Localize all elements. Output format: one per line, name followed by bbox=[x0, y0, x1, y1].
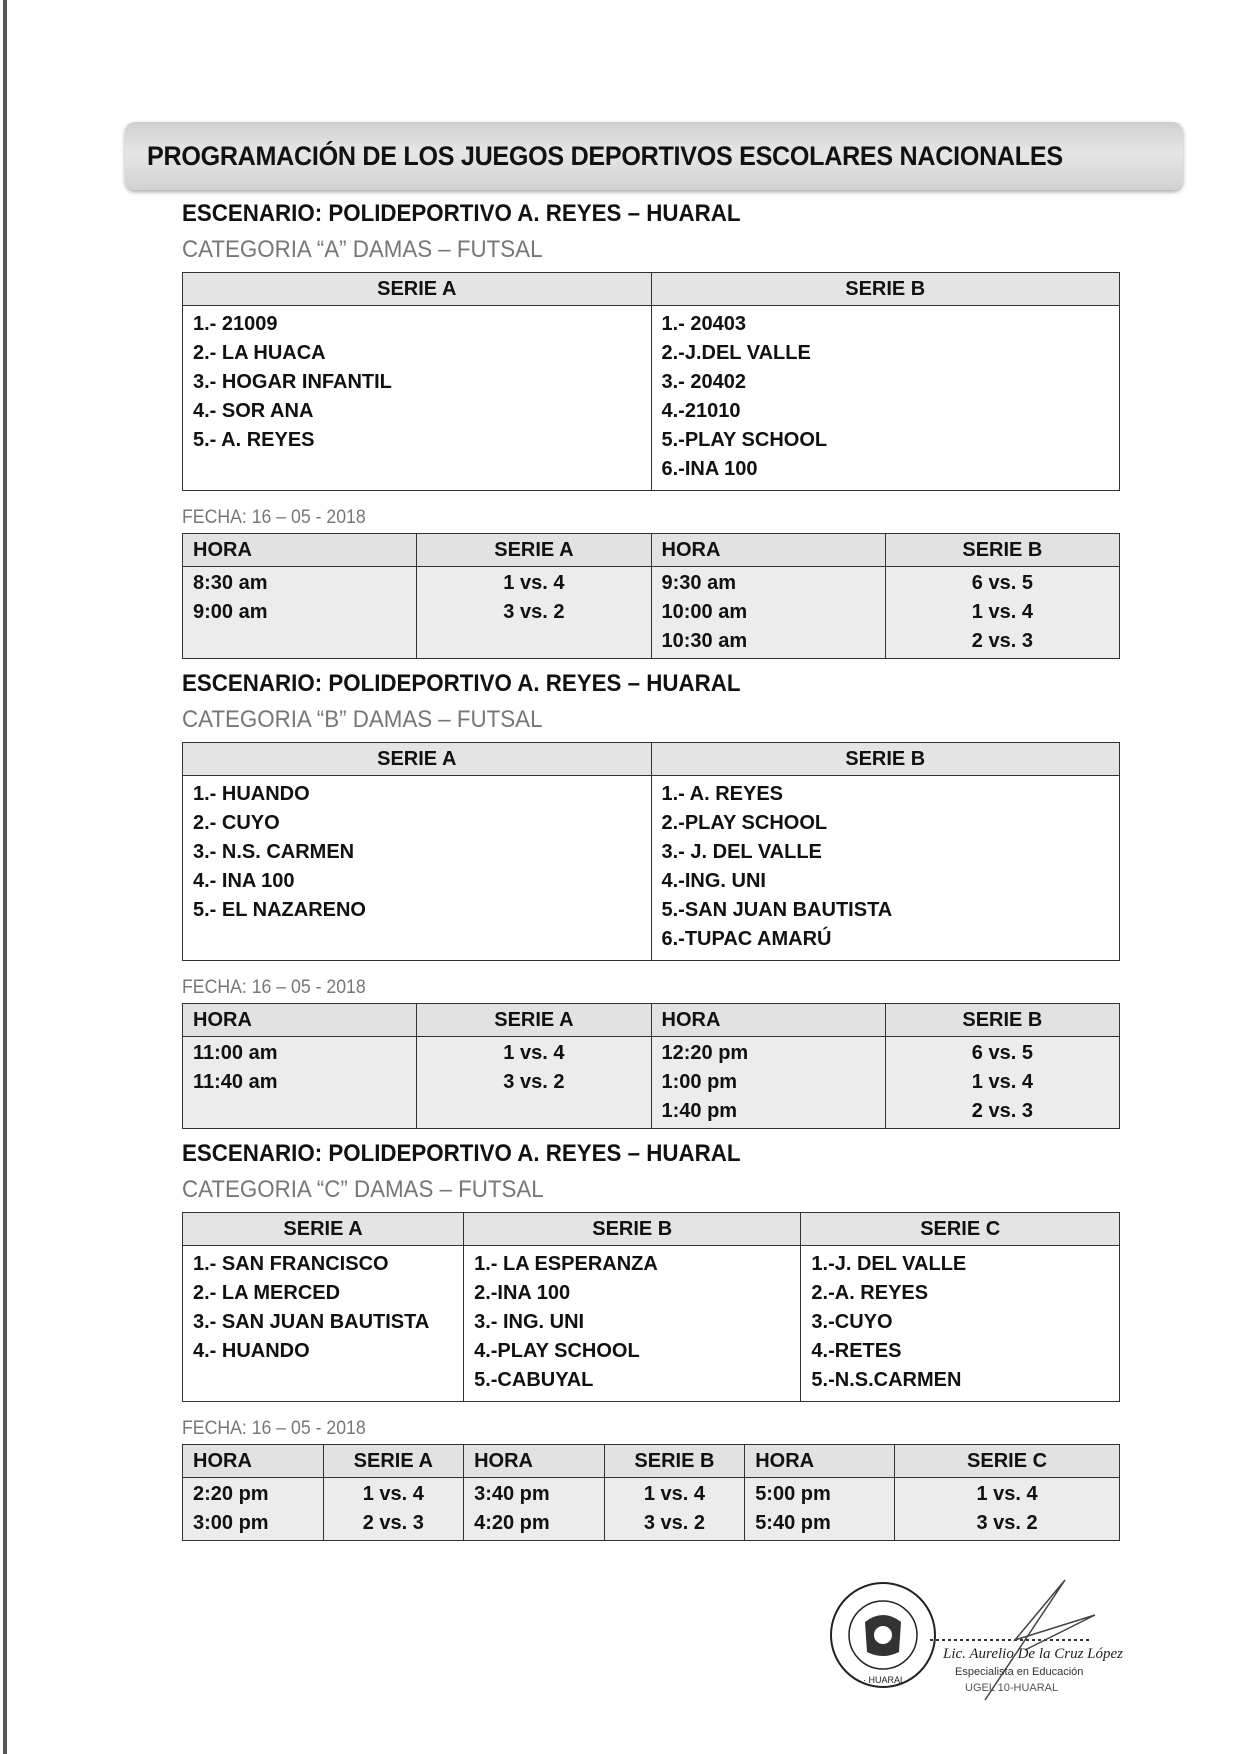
schedule-matches-b bbox=[604, 1478, 745, 1541]
team-item: 2.-INA 100 bbox=[474, 1282, 571, 1304]
team-item: 5.-SAN JUAN BAUTISTA bbox=[661, 899, 893, 921]
team-item: 3.- N.S. CARMEN bbox=[193, 841, 355, 863]
schedule-matches-a bbox=[323, 1478, 464, 1541]
schedule-times-b bbox=[464, 1478, 605, 1541]
team-item: 5.- EL NAZARENO bbox=[193, 899, 366, 921]
schedule-header-serie-a: SERIE A bbox=[417, 1004, 651, 1037]
title-banner bbox=[125, 122, 1183, 190]
fecha-label: FECHA: 16 – 05 - 2018 bbox=[182, 507, 366, 528]
fecha-label: FECHA: 16 – 05 - 2018 bbox=[182, 977, 366, 998]
team-item: 4.- HUANDO bbox=[193, 1340, 310, 1362]
team-item: 2.-A. REYES bbox=[811, 1282, 929, 1304]
match-pairing: 6 vs. 5 bbox=[971, 1042, 1033, 1064]
match-time: 11:00 am bbox=[193, 1042, 278, 1064]
schedule-header-hora: HORA bbox=[651, 1004, 885, 1037]
teams-header-serie-a: SERIE A bbox=[183, 743, 652, 776]
schedule-table bbox=[182, 1444, 1120, 1541]
teams-column-serie-a bbox=[183, 306, 652, 491]
team-item: 3.- HOGAR INFANTIL bbox=[193, 371, 392, 393]
section-categoria-c bbox=[182, 1136, 1120, 1541]
team-item: 1.- 21009 bbox=[193, 313, 278, 335]
teams-header-serie-b: SERIE B bbox=[651, 743, 1120, 776]
schedule-table bbox=[182, 1003, 1120, 1129]
team-item: 2.-PLAY SCHOOL bbox=[661, 812, 828, 834]
teams-header-serie-b: SERIE B bbox=[651, 273, 1120, 306]
match-pairing: 3 vs. 2 bbox=[503, 1071, 565, 1093]
teams-column-serie-b bbox=[464, 1246, 801, 1402]
match-pairing: 1 vs. 4 bbox=[976, 1483, 1038, 1505]
team-item: 4.- SOR ANA bbox=[193, 400, 314, 422]
match-pairing: 1 vs. 4 bbox=[971, 601, 1033, 623]
match-time: 12:20 pm bbox=[661, 1042, 749, 1064]
team-item: 3.- 20402 bbox=[661, 371, 747, 393]
team-item: 4.-ING. UNI bbox=[661, 870, 766, 892]
team-item: 6.-TUPAC AMARÚ bbox=[661, 928, 832, 950]
teams-header-serie-a: SERIE A bbox=[183, 1213, 464, 1246]
match-time: 10:30 am bbox=[661, 630, 748, 652]
match-pairing: 1 vs. 4 bbox=[971, 1071, 1033, 1093]
match-time: 9:30 am bbox=[661, 572, 736, 594]
team-item: 3.-CUYO bbox=[811, 1311, 893, 1333]
signature-block bbox=[825, 1560, 1125, 1720]
teams-column-serie-a bbox=[183, 776, 652, 961]
stamp-bottom-text: · HUARAL · bbox=[863, 1675, 911, 1685]
schedule-times-c bbox=[745, 1478, 895, 1541]
schedule-header-serie-b: SERIE B bbox=[604, 1445, 745, 1478]
match-pairing: 2 vs. 3 bbox=[971, 1100, 1033, 1122]
match-time: 11:40 am bbox=[193, 1071, 278, 1093]
escenario-heading: ESCENARIO: POLIDEPORTIVO A. REYES – HUARAL bbox=[182, 200, 741, 227]
teams-header-serie-a: SERIE A bbox=[183, 273, 652, 306]
match-time: 4:20 pm bbox=[474, 1512, 550, 1534]
categoria-heading: CATEGORIA “C” DAMAS – FUTSAL bbox=[182, 1176, 544, 1203]
match-time: 3:00 pm bbox=[193, 1512, 269, 1534]
team-item: 2.- CUYO bbox=[193, 812, 280, 834]
team-item: 2.- LA HUACA bbox=[193, 342, 326, 364]
team-item: 6.-INA 100 bbox=[661, 458, 758, 480]
schedule-header-serie-b: SERIE B bbox=[885, 1004, 1119, 1037]
schedule-header-serie-a: SERIE A bbox=[417, 534, 651, 567]
schedule-header-hora: HORA bbox=[183, 534, 417, 567]
team-item: 1.- LA ESPERANZA bbox=[474, 1253, 658, 1275]
team-item: 2.- LA MERCED bbox=[193, 1282, 341, 1304]
teams-header-serie-c: SERIE C bbox=[801, 1213, 1120, 1246]
schedule-header-serie-b: SERIE B bbox=[885, 534, 1119, 567]
schedule-times-a bbox=[183, 1478, 324, 1541]
team-item: 4.-21010 bbox=[661, 400, 741, 422]
match-pairing: 3 vs. 2 bbox=[976, 1512, 1038, 1534]
team-item: 1.- 20403 bbox=[661, 313, 747, 335]
categoria-heading: CATEGORIA “A” DAMAS – FUTSAL bbox=[182, 236, 543, 263]
match-time: 5:00 pm bbox=[755, 1483, 831, 1505]
team-item: 3.- J. DEL VALLE bbox=[661, 841, 822, 863]
signatory-role: Especialista en Educación bbox=[955, 1666, 1084, 1678]
teams-column-serie-b bbox=[651, 776, 1120, 961]
match-pairing: 2 vs. 3 bbox=[971, 630, 1033, 652]
section-categoria-a bbox=[182, 196, 1120, 659]
team-item: 3.- ING. UNI bbox=[474, 1311, 585, 1333]
schedule-matches-a bbox=[417, 567, 651, 659]
schedule-matches-b bbox=[885, 567, 1119, 659]
match-pairing: 2 vs. 3 bbox=[362, 1512, 424, 1534]
schedule-times-b bbox=[651, 567, 885, 659]
match-pairing: 6 vs. 5 bbox=[971, 572, 1033, 594]
teams-column-serie-c bbox=[801, 1246, 1120, 1402]
schedule-matches-c bbox=[895, 1478, 1120, 1541]
schedule-header-hora: HORA bbox=[464, 1445, 605, 1478]
match-pairing: 1 vs. 4 bbox=[503, 572, 565, 594]
team-item: 4.-PLAY SCHOOL bbox=[474, 1340, 640, 1362]
signatory-name: Lic. Aurelio De la Cruz López bbox=[943, 1646, 1124, 1662]
teams-column-serie-a bbox=[183, 1246, 464, 1402]
escenario-heading: ESCENARIO: POLIDEPORTIVO A. REYES – HUARAL bbox=[182, 670, 741, 697]
match-time: 1:40 pm bbox=[661, 1100, 738, 1122]
categoria-heading: CATEGORIA “B” DAMAS – FUTSAL bbox=[182, 706, 543, 733]
teams-column-serie-b bbox=[651, 306, 1120, 491]
match-time: 5:40 pm bbox=[755, 1512, 831, 1534]
schedule-times-a bbox=[183, 1037, 417, 1129]
match-time: 2:20 pm bbox=[193, 1483, 269, 1505]
team-item: 5.-N.S.CARMEN bbox=[811, 1369, 962, 1391]
match-pairing: 3 vs. 2 bbox=[643, 1512, 705, 1534]
schedule-matches-a bbox=[417, 1037, 651, 1129]
match-pairing: 1 vs. 4 bbox=[503, 1042, 565, 1064]
team-item: 1.- SAN FRANCISCO bbox=[193, 1253, 389, 1275]
official-stamp-icon bbox=[825, 1560, 1125, 1720]
team-item: 5.-PLAY SCHOOL bbox=[661, 429, 828, 451]
schedule-matches-b bbox=[885, 1037, 1119, 1129]
team-item: 1.- HUANDO bbox=[193, 783, 310, 805]
match-time: 9:00 am bbox=[193, 601, 268, 623]
team-item: 5.- A. REYES bbox=[193, 429, 315, 451]
schedule-header-hora: HORA bbox=[651, 534, 885, 567]
match-time: 10:00 am bbox=[661, 601, 748, 623]
fecha-label: FECHA: 16 – 05 - 2018 bbox=[182, 1418, 366, 1439]
signatory-office: UGEL 10-HUARAL bbox=[965, 1682, 1059, 1694]
schedule-header-hora: HORA bbox=[183, 1445, 324, 1478]
team-item: 4.- INA 100 bbox=[193, 870, 295, 892]
team-item: 3.- SAN JUAN BAUTISTA bbox=[193, 1311, 430, 1333]
teams-table bbox=[182, 272, 1120, 491]
teams-header-serie-b: SERIE B bbox=[464, 1213, 801, 1246]
escenario-heading: ESCENARIO: POLIDEPORTIVO A. REYES – HUARAL bbox=[182, 1140, 741, 1167]
team-item: 1.-J. DEL VALLE bbox=[811, 1253, 967, 1275]
match-pairing: 3 vs. 2 bbox=[503, 601, 565, 623]
schedule-table bbox=[182, 533, 1120, 659]
schedule-times-a bbox=[183, 567, 417, 659]
schedule-header-serie-a: SERIE A bbox=[323, 1445, 464, 1478]
teams-table bbox=[182, 1212, 1120, 1402]
teams-table bbox=[182, 742, 1120, 961]
page-title: PROGRAMACIÓN DE LOS JUEGOS DEPORTIVOS ESCOLARES NACIONALES bbox=[147, 140, 1063, 171]
schedule-header-hora: HORA bbox=[745, 1445, 895, 1478]
team-item: 5.-CABUYAL bbox=[474, 1369, 594, 1391]
team-item: 4.-RETES bbox=[811, 1340, 902, 1362]
team-item: 2.-J.DEL VALLE bbox=[661, 342, 811, 364]
team-item: 1.- A. REYES bbox=[661, 783, 784, 805]
match-time: 1:00 pm bbox=[661, 1071, 738, 1093]
match-pairing: 1 vs. 4 bbox=[643, 1483, 705, 1505]
schedule-header-hora: HORA bbox=[183, 1004, 417, 1037]
match-time: 3:40 pm bbox=[474, 1483, 550, 1505]
section-categoria-b bbox=[182, 666, 1120, 1129]
match-pairing: 1 vs. 4 bbox=[362, 1483, 424, 1505]
schedule-header-serie-c: SERIE C bbox=[895, 1445, 1120, 1478]
schedule-times-b bbox=[651, 1037, 885, 1129]
match-time: 8:30 am bbox=[193, 572, 268, 594]
scan-edge-line bbox=[3, 0, 7, 1754]
